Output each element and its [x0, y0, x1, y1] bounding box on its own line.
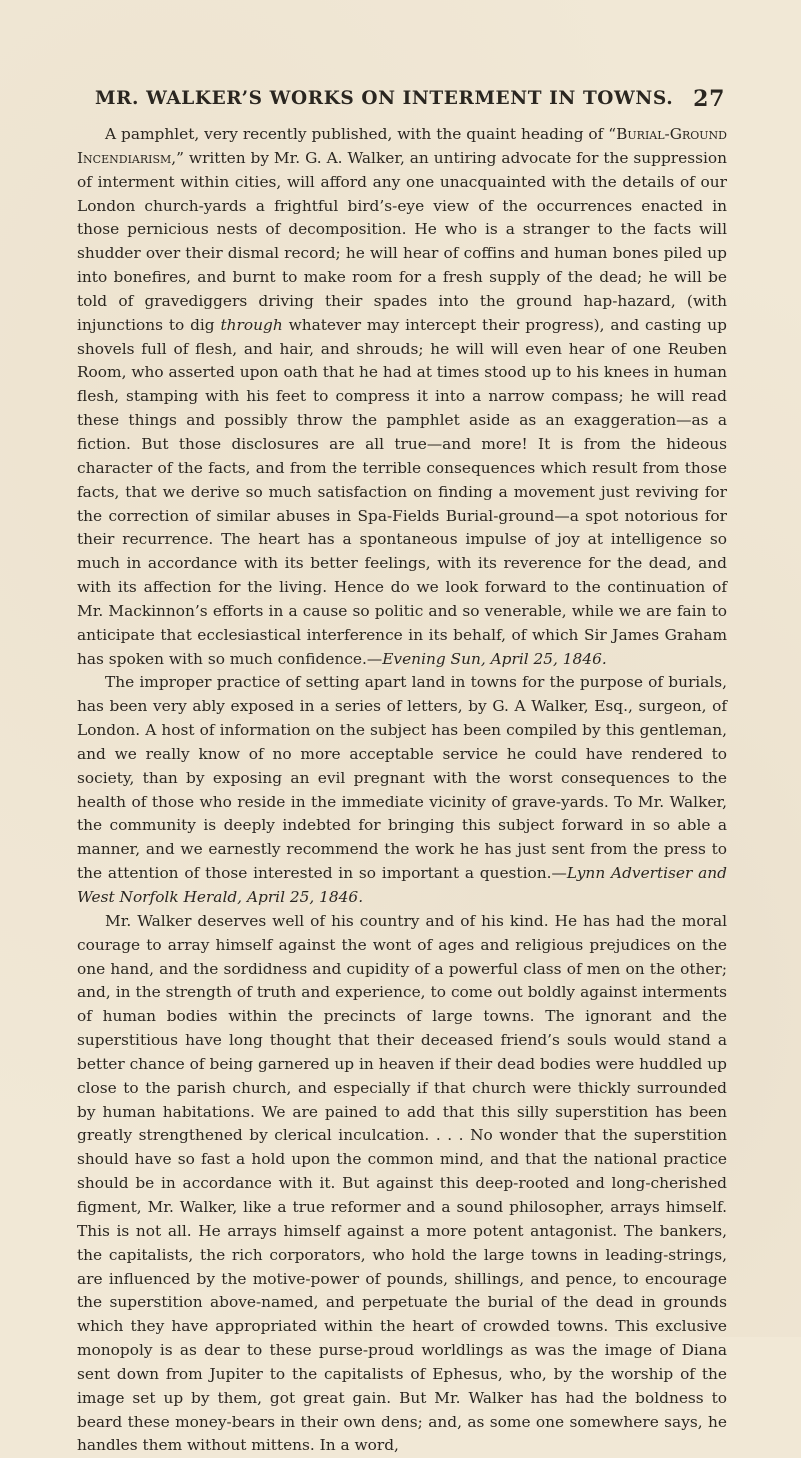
- source-citation: Evening Sun, April 25, 1846.: [382, 649, 607, 668]
- paragraph-text: A pamphlet, very recently published, with the quaint heading of “: [105, 125, 617, 143]
- paragraph-evening-sun: [77, 123, 727, 671]
- page-number: 27: [693, 86, 725, 112]
- emphasis-text: through: [220, 315, 283, 334]
- paragraph-mr-walker: [77, 910, 727, 1458]
- paragraph-text: whatever may intercept their progress), and casting up shovels full of flesh, and hair, and shrouds; he will will even hear of one Reuben Room, who asserted upon oath that he had at times stood up to his knees in human flesh, stamping with his feet to compress it into a narrow compass; he will read these things and possibly throw the pamphlet aside as an exaggeration—as a fiction. But those disclosures are all true—and more! It is from the hideous character of the facts, and from the terrible consequences which result from those facts, that we derive so much satisfaction on finding a movement just reviving for the correction of similar abuses in Spa-Fields Burial-ground—a spot notorious for their recurrence. The heart has a spontaneous impulse of joy at intelligence so much in accordance with its better feelings, with its reverence for the dead, and with its affection for the living. Hence do we look forward to the continuation of Mr. Mackinnon’s efforts in a cause so politic and so venerable, while we are fain to anticipate that ecclesiastical interference in its behalf, of which Sir James Graham has spoken with so much confidence.—: [77, 315, 727, 668]
- paragraph-text: The improper practice of setting apart land in towns for the purpose of burials, has been very ably exposed in a series of letters, by G. A Walker, Esq., surgeon, of London. A host of information on the subject has been compiled by this gentleman, and we really know of no more acceptable service he could have rendered to society, than by exposing an evil pregnant with the worst consequences to the health of those who reside in the immediate vicinity of grave-yards. To Mr. Walker, the community is deeply indebted for bringing this subject forward in so able a manner, and we earnestly recommend the work he has just sent from the press to the attention of those interested in so important a question.—: [77, 673, 727, 883]
- page-header: [95, 88, 725, 118]
- body-text: [77, 123, 727, 1458]
- paragraph-text: Mr. Walker deserves well of his country and of his kind. He has had the moral courage to array himself against the wont of ages and religious prejudices on the one hand, and the sordidness and cupidity of a powerful class of men on the other; and, in the strength of truth and experience, to come out boldly against interments of human bodies within the precincts of large towns. The ignorant and the superstitious have long thought that their deceased friend’s souls would stand a better chance of being garnered up in heaven if their dead bodies were huddled up close to the parish church, and especially if that church were thickly surrounded by human habitations. We are pained to add that this silly superstition has been greatly strengthened by clerical inculcation. . . . No wonder that the superstition should have so fast a hold upon the common mind, and that the national practice should be in accordance with it. But against this deep-rooted and long-cherished figment, Mr. Walker, like a true reformer and a sound philosopher, arrays himself. This is not all. He arrays himself against a more potent antagonist. The bankers, the capitalists, the rich corporators, who hold the large towns in leading-strings, are influenced by the motive-power of pounds, shillings, and pence, to encourage the superstition above-named, and perpetuate the burial of the dead in grounds which they have appropriated within the heart of crowded towns. This exclusive monopoly is as dear to these purse-proud worldlings as was the image of Diana sent down from Jupiter to the capitalists of Ephesus, who, by the worship of the image set up by them, got great gain. But Mr. Walker has had the boldness to beard these money-bears in their own dens; and, as some one somewhere says, he handles them without mittens. In a word,: [77, 911, 727, 1455]
- pamphlet-title: Burial-Ground Incendiarism: [77, 125, 727, 167]
- paragraph-lynn-advertiser: [77, 671, 727, 909]
- source-citation: Lynn Advertiser and West Norfolk Herald, April 25, 1846.: [77, 864, 727, 906]
- running-title: MR. WALKER’S WORKS ON INTERMENT IN TOWNS.: [95, 88, 674, 109]
- paragraph-text: ,” written by Mr. G. A. Walker, an untiring advocate for the suppression of interment within cities, will afford any one unacquainted with the details of our London church-yards a frightful bird’s-eye view of the occurrences enacted in those pernicious nests of decomposition. He who is a stranger to the facts will shudder over their dismal record; he will hear of coffins and human bones piled up into bonefires, and burnt to make room for a fresh supply of the dead; he will be told of gravediggers driving their spades into the ground hap-hazard, (with injunctions to dig: [77, 148, 727, 334]
